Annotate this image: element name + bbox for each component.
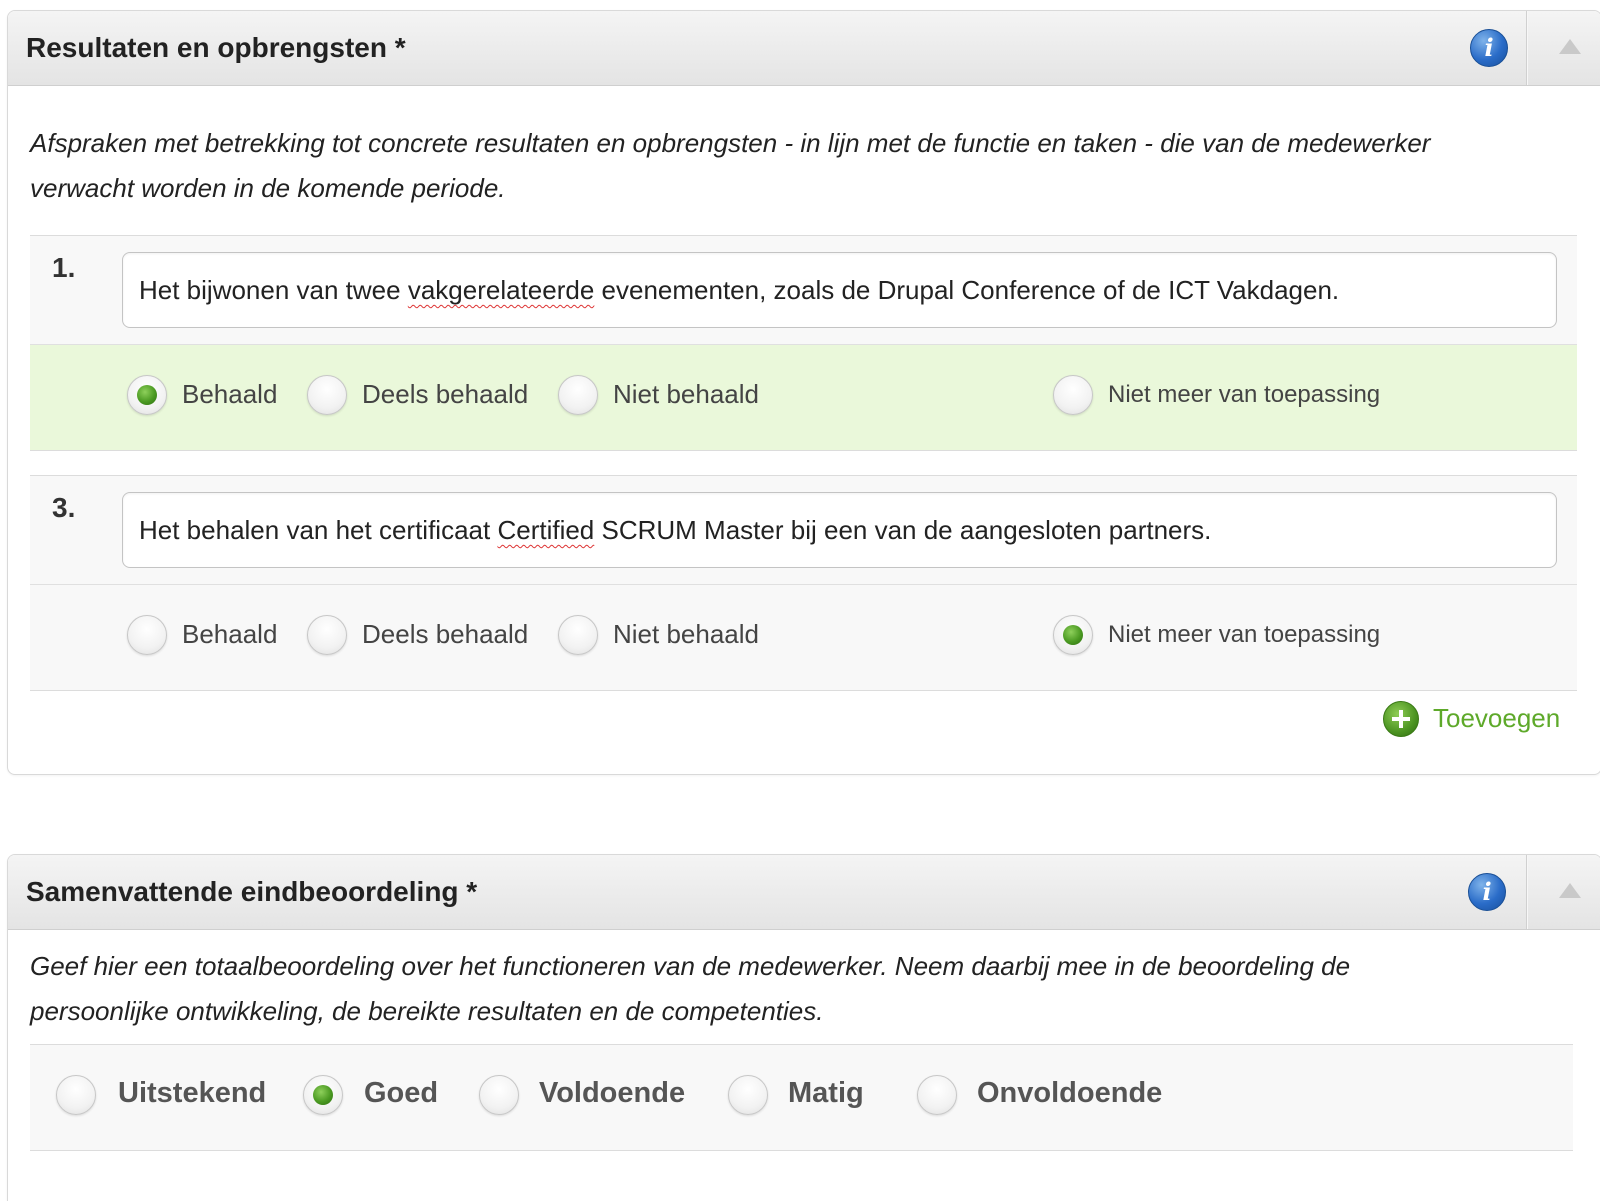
final-rating-options <box>30 1044 1573 1151</box>
radio-label-behaald[interactable]: Behaald <box>182 379 278 409</box>
radio-voldoende[interactable] <box>479 1075 519 1115</box>
goal-text-start: Het behalen van het certificaat <box>139 515 498 545</box>
goal-item <box>30 475 1577 691</box>
radio-label-niet-meer-van-toepassing[interactable]: Niet meer van toepassing <box>1108 381 1381 408</box>
radio-niet-meer-van-toepassing[interactable] <box>1053 615 1093 655</box>
goal-item <box>30 235 1577 451</box>
misspelled-word: Certified <box>497 515 595 545</box>
goal-row <box>30 236 1577 345</box>
add-goal-label: Toevoegen <box>1433 703 1561 733</box>
radio-label-deels-behaald[interactable]: Deels behaald <box>362 379 529 409</box>
radio-goed[interactable] <box>303 1075 343 1115</box>
radio-niet-behaald[interactable] <box>558 615 598 655</box>
summary-panel-title: Samenvattende eindbeoordeling * <box>26 876 478 907</box>
goal-text-field[interactable] <box>122 252 1557 328</box>
info-icon[interactable]: i <box>1468 873 1506 911</box>
results-description: Afspraken met betrekking tot concrete resultaten en opbrengsten - in lijn met de functie en taken - die van de medewerker verwacht worden in de komende periode. <box>30 128 1431 203</box>
radio-onvoldoende[interactable] <box>917 1075 957 1115</box>
radio-label-niet-behaald[interactable]: Niet behaald <box>613 379 759 409</box>
plus-circle-icon <box>1383 701 1419 737</box>
rating-label-matig[interactable]: Matig <box>788 1077 864 1109</box>
goal-status-options <box>30 345 1577 450</box>
radio-behaald[interactable] <box>127 615 167 655</box>
summary-panel-header <box>8 855 1600 930</box>
radio-matig[interactable] <box>728 1075 768 1115</box>
goal-status-options <box>30 585 1577 690</box>
radio-label-behaald[interactable]: Behaald <box>182 619 278 649</box>
goal-text-end: evenementen, zoals de Drupal Conference of de ICT Vakdagen. <box>594 275 1340 305</box>
radio-deels-behaald[interactable] <box>307 615 347 655</box>
radio-label-niet-meer-van-toepassing[interactable]: Niet meer van toepassing <box>1108 621 1381 648</box>
rating-label-onvoldoende[interactable]: Onvoldoende <box>977 1077 1163 1109</box>
summary-description: Geef hier een totaalbeoordeling over het functioneren van de medewerker. Neem daarbij mee in de beoordeling de persoonlijke ontwikkeling, de bereikte resultaten en de competenties. <box>30 951 1351 1026</box>
radio-niet-behaald[interactable] <box>558 375 598 415</box>
rating-label-uitstekend[interactable]: Uitstekend <box>118 1077 267 1109</box>
header-divider <box>1526 11 1527 85</box>
add-goal-button[interactable] <box>1383 699 1567 739</box>
radio-niet-meer-van-toepassing[interactable] <box>1053 375 1093 415</box>
results-panel <box>7 10 1600 775</box>
goal-text-start: Het bijwonen van twee <box>139 275 408 305</box>
goal-number: 1. <box>52 252 76 283</box>
radio-behaald[interactable] <box>127 375 167 415</box>
misspelled-word: vakgerelateerde <box>407 275 595 305</box>
radio-label-niet-behaald[interactable]: Niet behaald <box>613 619 759 649</box>
chevron-up-icon[interactable] <box>1559 39 1581 54</box>
summary-panel <box>7 854 1600 1201</box>
header-divider <box>1526 855 1527 929</box>
goal-text-end: SCRUM Master bij een van de aangesloten partners. <box>594 515 1212 545</box>
results-panel-header <box>8 11 1600 86</box>
rating-label-goed[interactable]: Goed <box>364 1077 439 1109</box>
radio-deels-behaald[interactable] <box>307 375 347 415</box>
goal-text-field[interactable] <box>122 492 1557 568</box>
radio-uitstekend[interactable] <box>56 1075 96 1115</box>
goal-number: 3. <box>52 492 76 523</box>
chevron-up-icon[interactable] <box>1559 883 1581 898</box>
rating-label-voldoende[interactable]: Voldoende <box>539 1077 686 1109</box>
results-panel-title: Resultaten en opbrengsten * <box>26 32 406 63</box>
radio-label-deels-behaald[interactable]: Deels behaald <box>362 619 529 649</box>
goal-row <box>30 476 1577 585</box>
info-icon[interactable]: i <box>1470 29 1508 67</box>
